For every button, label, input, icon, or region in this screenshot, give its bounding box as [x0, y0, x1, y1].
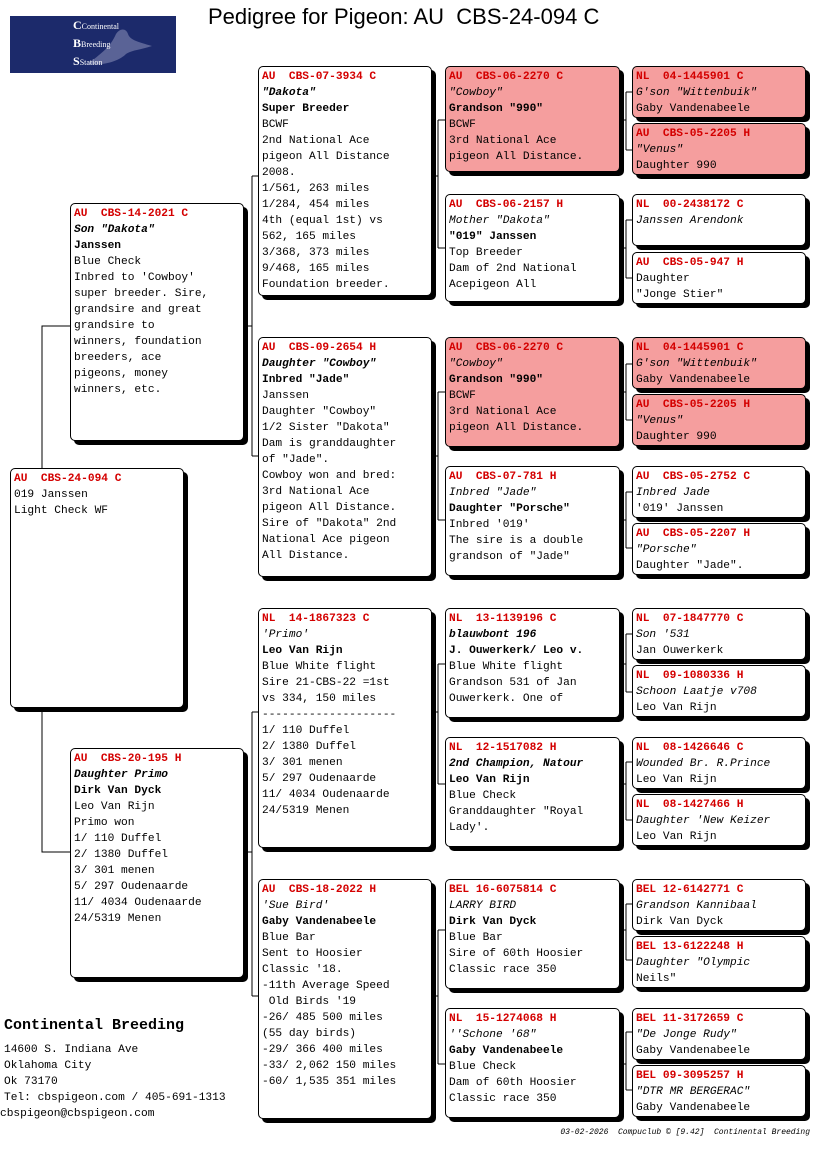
breeder: '019' Janssen	[636, 503, 724, 515]
info-line: Daughter "Cowboy"	[262, 406, 377, 418]
info-line: Grandson 531 of Jan	[449, 677, 577, 689]
info-line: 5/ 297 Oudenaarde	[74, 881, 189, 893]
info-line: 3rd National Ace	[449, 135, 557, 147]
gen4-card-dss[interactable]	[445, 608, 620, 718]
info-line: Old Birds '19	[262, 996, 356, 1008]
info-line: 1/561, 263 miles	[262, 183, 370, 195]
info-line: The sire is a double	[449, 535, 584, 547]
info-line: Cowboy won and bred:	[262, 470, 397, 482]
info-line: 562, 165 miles	[262, 231, 356, 243]
breeder: Gaby Vandenabeele	[636, 1045, 751, 1057]
info-line: Dam is granddaughter	[262, 438, 397, 450]
breeder: Dirk Van Dyck	[74, 785, 162, 797]
info-line: Foundation breeder.	[262, 279, 390, 291]
info-line: (55 day birds)	[262, 1028, 356, 1040]
gen4-card-sds[interactable]	[445, 337, 620, 447]
pigeon-name: blauwbont 196	[449, 629, 537, 641]
breeder: Leo Van Rijn	[449, 774, 530, 786]
info-line: Blue Bar	[449, 932, 503, 944]
info-line: grandsire and great	[74, 304, 202, 316]
ring-number: AU CBS-18-2022 H	[262, 884, 377, 896]
gen5-card-7[interactable]	[632, 466, 806, 518]
logo-line-3: SStation	[73, 54, 103, 68]
gen5-card-12[interactable]	[632, 794, 806, 846]
breeder: Leo Van Rijn	[636, 702, 717, 714]
pigeon-name: G'son "Wittenbuik"	[636, 87, 757, 99]
info-line: 24/5319 Menen	[74, 913, 162, 925]
logo-line-1: CContinental	[73, 18, 119, 32]
gen5-card-11[interactable]	[632, 737, 806, 789]
ring-number: BEL 09-3095257 H	[636, 1070, 744, 1082]
breeder: Gaby Vandenabeele	[262, 916, 377, 928]
gen5-card-2[interactable]	[632, 123, 806, 175]
info-line: Blue Check	[74, 256, 142, 268]
info-line: Primo won	[74, 817, 135, 829]
ring-number: AU CBS-24-094 C	[14, 473, 122, 485]
pigeon-name: "Cowboy"	[449, 87, 503, 99]
info-line: Light Check WF	[14, 505, 108, 517]
pigeon-name: "Cowboy"	[449, 358, 503, 370]
info-line: pigeons, money	[74, 368, 168, 380]
ring-number: NL 07-1847770 C	[636, 613, 744, 625]
info-line: 11/ 4034 Oudenaarde	[74, 897, 202, 909]
ring-number: NL 08-1427466 H	[636, 799, 744, 811]
gen5-card-4[interactable]	[632, 252, 806, 304]
info-line: 1/ 110 Duffel	[74, 833, 162, 845]
info-line: pigeon All Distance.	[262, 502, 397, 514]
info-line: 24/5319 Menen	[262, 805, 350, 817]
info-line: 9/468, 165 miles	[262, 263, 370, 275]
info-line: Acepigeon All	[449, 279, 537, 291]
ring-number: AU CBS-09-2654 H	[262, 342, 377, 354]
pigeon-name: Daughter "Olympic	[636, 957, 751, 969]
info-line: 11/ 4034 Oudenaarde	[262, 789, 390, 801]
ring-number: NL 09-1080336 H	[636, 670, 744, 682]
gen4-card-dds[interactable]	[445, 879, 620, 989]
breeder: Leo Van Rijn	[636, 774, 717, 786]
gen5-card-3[interactable]	[632, 194, 806, 246]
footer-address-2: Oklahoma City	[4, 1060, 92, 1072]
gen5-card-14[interactable]	[632, 936, 806, 988]
info-line: Blue Check	[449, 1061, 517, 1073]
info-line: Inbred to 'Cowboy'	[74, 272, 195, 284]
ring-number: NL 15-1274068 H	[449, 1013, 557, 1025]
info-line: vs 334, 150 miles	[262, 693, 377, 705]
info-line: pigeon All Distance	[262, 151, 390, 163]
footer-org-name: Continental Breeding	[4, 1017, 185, 1034]
info-line: Classic race 350	[449, 964, 557, 976]
pigeon-name: 'Primo'	[262, 629, 309, 641]
ring-number: AU CBS-14-2021 C	[74, 208, 189, 220]
gen5-card-8[interactable]	[632, 523, 806, 575]
pigeon-name: Daughter Primo	[74, 769, 168, 781]
info-line: Dam of 60th Hoosier	[449, 1077, 577, 1089]
gen4-card-sss[interactable]	[445, 66, 620, 172]
info-line: Inbred '019'	[449, 519, 530, 531]
ring-number: NL 13-1139196 C	[449, 613, 557, 625]
info-line: 2/ 1380 Duffel	[262, 741, 356, 753]
dam-sire-card[interactable]	[258, 608, 432, 848]
gen5-card-15[interactable]	[632, 1008, 806, 1060]
dam-dam-card[interactable]	[258, 879, 432, 1119]
gen5-card-1[interactable]	[632, 66, 806, 118]
pigeon-name: "Porsche"	[636, 544, 697, 556]
breeder: Dirk Van Dyck	[636, 916, 724, 928]
info-line: 2/ 1380 Duffel	[74, 849, 168, 861]
breeder: "Jonge Stier"	[636, 289, 724, 301]
info-line: breeders, ace	[74, 352, 162, 364]
pigeon-name: "DTR MR BERGERAC"	[636, 1086, 751, 1098]
ring-number: AU CBS-06-2270 C	[449, 71, 564, 83]
pigeon-name: Son '531	[636, 629, 690, 641]
breeder: Neils"	[636, 973, 677, 985]
ring-number: AU CBS-05-2205 H	[636, 399, 751, 411]
breeder: Gaby Vandenabeele	[636, 103, 751, 115]
print-stamp: 03-02-2026 Compuclub © [9.42] Continental Breeding	[560, 1128, 810, 1137]
sire-card[interactable]	[70, 203, 244, 441]
info-line: --------------------	[262, 709, 397, 721]
ring-number: BEL 16-6075814 C	[449, 884, 557, 896]
breeder: Super Breeder	[262, 103, 350, 115]
gen5-card-16[interactable]	[632, 1065, 806, 1117]
info-line: Blue Bar	[262, 932, 316, 944]
pigeon-name: Grandson Kannibaal	[636, 900, 757, 912]
pigeon-name: Inbred Jade	[636, 487, 710, 499]
info-line: BCWF	[449, 390, 476, 402]
pigeon-name: 2nd Champion, Natour	[449, 758, 584, 770]
breeder: Janssen	[74, 240, 121, 252]
info-line: Classic race 350	[449, 1093, 557, 1105]
pigeon-name: LARRY BIRD	[449, 900, 517, 912]
info-line: 019 Janssen	[14, 489, 88, 501]
ring-number: AU CBS-07-781 H	[449, 471, 557, 483]
gen5-card-13[interactable]	[632, 879, 806, 931]
info-line: winners, foundation	[74, 336, 202, 348]
info-line: BCWF	[262, 119, 289, 131]
info-line: -29/ 366 400 miles	[262, 1044, 383, 1056]
pigeon-name: Mother "Dakota"	[449, 215, 550, 227]
breeder: Inbred "Jade"	[262, 374, 350, 386]
sire-dam-card[interactable]	[258, 337, 432, 577]
pigeon-name: ''Schone '68"	[449, 1029, 537, 1041]
ring-number: NL 04-1445901 C	[636, 71, 744, 83]
ring-number: NL 14-1867323 C	[262, 613, 370, 625]
info-line: 5/ 297 Oudenaarde	[262, 773, 377, 785]
info-line: grandsire to	[74, 320, 155, 332]
ring-number: AU CBS-07-3934 C	[262, 71, 377, 83]
breeder: Gaby Vandenabeele	[636, 1102, 751, 1114]
breeder: Gaby Vandenabeele	[449, 1045, 564, 1057]
info-line: 3/ 301 menen	[262, 757, 343, 769]
dam-card[interactable]	[70, 748, 244, 978]
info-line: Ouwerkerk. One of	[449, 693, 564, 705]
info-line: 2nd National Ace	[262, 135, 370, 147]
gen4-card-sdd[interactable]	[445, 466, 620, 576]
pigeon-name: G'son "Wittenbuik"	[636, 358, 757, 370]
pigeon-name: "Venus"	[636, 144, 683, 156]
info-line: pigeon All Distance.	[449, 422, 584, 434]
pigeon-name: Daughter 'New Keizer	[636, 815, 771, 827]
gen5-card-9[interactable]	[632, 608, 806, 660]
ring-number: AU CBS-05-2752 C	[636, 471, 751, 483]
info-line: winners, etc.	[74, 384, 162, 396]
info-line: pigeon All Distance.	[449, 151, 584, 163]
sire-sire-card[interactable]	[258, 66, 432, 296]
info-line: -60/ 1,535 351 miles	[262, 1076, 397, 1088]
info-line: 4th (equal 1st) vs	[262, 215, 383, 227]
breeder: Gaby Vandenabeele	[636, 374, 751, 386]
pigeon-name: "Dakota"	[262, 87, 316, 99]
info-line: -33/ 2,062 150 miles	[262, 1060, 397, 1072]
footer-address-3: Ok 73170	[4, 1076, 58, 1088]
info-line: Lady'.	[449, 822, 490, 834]
footer-tel: Tel: cbspigeon.com / 405-691-1313	[4, 1092, 226, 1104]
info-line: 3/ 301 menen	[74, 865, 155, 877]
pigeon-name: Daughter "Cowboy"	[262, 358, 377, 370]
ring-number: AU CBS-06-2270 C	[449, 342, 564, 354]
info-line: 1/284, 454 miles	[262, 199, 370, 211]
info-line: BCWF	[449, 119, 476, 131]
breeder: Leo Van Rijn	[262, 645, 343, 657]
page-title: Pedigree for Pigeon: AU CBS-24-094 C	[208, 4, 600, 29]
ring-number: NL 12-1517082 H	[449, 742, 557, 754]
info-line: Sire of 60th Hoosier	[449, 948, 584, 960]
pigeon-name: Schoon Laatje v708	[636, 686, 757, 698]
gen5-card-10[interactable]	[632, 665, 806, 717]
subject-pigeon-card[interactable]	[10, 468, 184, 708]
breeder: "019" Janssen	[449, 231, 537, 243]
pigeon-name: Wounded Br. R.Prince	[636, 758, 771, 770]
ring-number: AU CBS-05-947 H	[636, 257, 744, 269]
info-line: Blue White flight	[262, 661, 377, 673]
pigeon-name: "De Jonge Rudy"	[636, 1029, 737, 1041]
info-line: of "Jade".	[262, 454, 330, 466]
info-line: Blue White flight	[449, 661, 564, 673]
ring-number: AU CBS-06-2157 H	[449, 199, 564, 211]
info-line: super breeder. Sire,	[74, 288, 209, 300]
breeder: Grandson "990"	[449, 374, 543, 386]
info-line: 3/368, 373 miles	[262, 247, 370, 259]
breeder: Jan Ouwerkerk	[636, 645, 724, 657]
ring-number: AU CBS-05-2207 H	[636, 528, 751, 540]
info-line: Sire of "Dakota" 2nd	[262, 518, 397, 530]
gen5-card-5[interactable]	[632, 337, 806, 389]
info-line: 1/2 Sister "Dakota"	[262, 422, 390, 434]
info-line: Top Breeder	[449, 247, 523, 259]
breeder: Grandson "990"	[449, 103, 543, 115]
pigeon-name: "Venus"	[636, 415, 683, 427]
info-line: -26/ 485 500 miles	[262, 1012, 383, 1024]
ring-number: AU CBS-05-2205 H	[636, 128, 751, 140]
info-line: National Ace pigeon	[262, 534, 390, 546]
logo-line-2: BBreeding	[73, 36, 111, 50]
pigeon-name: Inbred "Jade"	[449, 487, 537, 499]
breeder: J. Ouwerkerk/ Leo v.	[449, 645, 584, 657]
info-line: Blue Check	[449, 790, 517, 802]
ring-number: BEL 13-6122248 H	[636, 941, 744, 953]
breeder: Daughter 990	[636, 431, 717, 443]
info-line: Sire 21-CBS-22 =1st	[262, 677, 390, 689]
pigeon-name: Janssen Arendonk	[636, 215, 744, 227]
ring-number: NL 08-1426646 C	[636, 742, 744, 754]
info-line: Janssen	[262, 390, 309, 402]
ring-number: NL 04-1445901 C	[636, 342, 744, 354]
info-line: grandson of "Jade"	[449, 551, 570, 563]
info-line: -11th Average Speed	[262, 980, 390, 992]
breeder: Dirk Van Dyck	[449, 916, 537, 928]
info-line: 3rd National Ace	[449, 406, 557, 418]
ring-number: BEL 12-6142771 C	[636, 884, 744, 896]
info-line: Granddaughter "Royal	[449, 806, 584, 818]
footer-email: cbspigeon@cbspigeon.com	[0, 1108, 155, 1120]
info-line: Classic '18.	[262, 964, 343, 976]
gen4-card-ssd[interactable]	[445, 194, 620, 302]
info-line: All Distance.	[262, 550, 350, 562]
breeder: Daughter "Porsche"	[449, 503, 570, 515]
info-line: Leo Van Rijn	[74, 801, 155, 813]
info-line: Sent to Hoosier	[262, 948, 363, 960]
breeder: Daughter "Jade".	[636, 560, 744, 572]
gen4-card-dsd[interactable]	[445, 737, 620, 847]
info-line: 2008.	[262, 167, 296, 179]
info-line: 3rd National Ace	[262, 486, 370, 498]
gen5-card-6[interactable]	[632, 394, 806, 446]
pigeon-name: Daughter	[636, 273, 690, 285]
footer-address-1: 14600 S. Indiana Ave	[4, 1044, 139, 1056]
info-line: Dam of 2nd National	[449, 263, 577, 275]
ring-number: BEL 11-3172659 C	[636, 1013, 744, 1025]
breeder: Daughter 990	[636, 160, 717, 172]
pigeon-name: Son "Dakota"	[74, 224, 155, 236]
ring-number: NL 00-2438172 C	[636, 199, 744, 211]
breeder: Leo Van Rijn	[636, 831, 717, 843]
gen4-card-ddd[interactable]	[445, 1008, 620, 1118]
info-line: 1/ 110 Duffel	[262, 725, 350, 737]
pigeon-name: 'Sue Bird'	[262, 900, 330, 912]
ring-number: AU CBS-20-195 H	[74, 753, 182, 765]
